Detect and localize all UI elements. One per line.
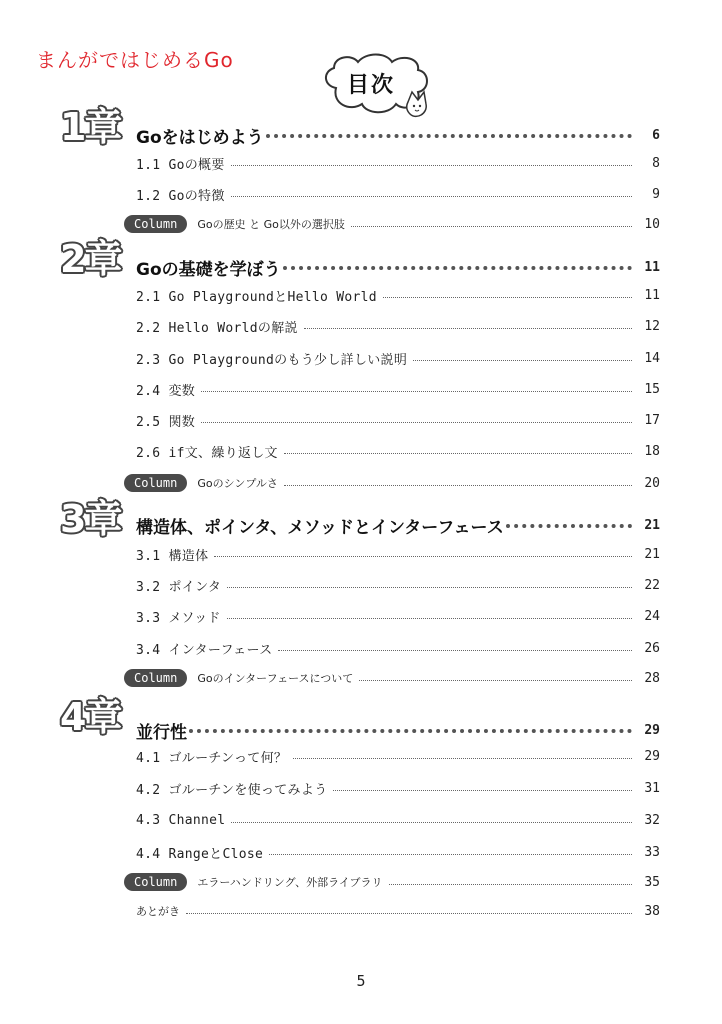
page-ref: 14 xyxy=(644,350,660,366)
column-4-entry[interactable] xyxy=(124,871,660,893)
leader-dots xyxy=(413,359,632,361)
leader-dots xyxy=(359,679,632,681)
section-title: 2.6 if文、繰り返し文 xyxy=(136,445,278,461)
chapter-title: 構造体、ポインタ、メソッドとインターフェース xyxy=(136,517,504,538)
page-ref: 9 xyxy=(652,186,660,202)
page-ref: 22 xyxy=(644,577,660,593)
chapter-4-entry[interactable] xyxy=(136,719,660,741)
column-tag: Column xyxy=(124,474,187,492)
column-2-entry[interactable] xyxy=(124,472,660,494)
chapter-1-entry[interactable] xyxy=(136,124,660,146)
section-3-2-entry[interactable] xyxy=(136,574,660,596)
section-2-5-entry[interactable] xyxy=(136,409,660,431)
page-ref: 21 xyxy=(644,517,660,533)
section-2-2-entry[interactable] xyxy=(136,315,660,337)
leader-dots xyxy=(278,649,632,651)
page-ref: 29 xyxy=(644,748,660,764)
section-title: 2.1 Go PlaygroundとHello World xyxy=(136,289,377,305)
chapter-mark-2: 2章 xyxy=(60,237,121,281)
page-ref: 15 xyxy=(644,381,660,397)
section-title: 3.1 構造体 xyxy=(136,548,209,564)
leader-dots xyxy=(189,728,632,733)
leader-dots xyxy=(389,883,633,885)
leader-dots xyxy=(227,617,632,619)
leader-dots xyxy=(214,555,632,557)
page-ref: 26 xyxy=(644,640,660,656)
page-ref: 12 xyxy=(644,318,660,334)
column-1-entry[interactable] xyxy=(124,213,660,235)
page-number: 5 xyxy=(356,972,366,990)
section-title: 1.1 Goの概要 xyxy=(136,157,225,173)
page-ref: 31 xyxy=(644,780,660,796)
leader-dots xyxy=(231,195,632,197)
chapter-mark-1: 1章 xyxy=(60,105,121,149)
column-title: Goのインターフェースについて xyxy=(197,672,354,685)
leader-dots xyxy=(266,133,632,138)
section-1-1-entry[interactable] xyxy=(136,152,660,174)
section-4-2-entry[interactable] xyxy=(136,777,660,799)
section-3-1-entry[interactable] xyxy=(136,543,660,565)
section-title: 4.3 Channel xyxy=(136,812,226,828)
chapter-2-entry[interactable] xyxy=(136,256,660,278)
column-3-entry[interactable] xyxy=(124,667,660,689)
section-title: 4.1 ゴルーチンって何？ xyxy=(136,750,288,766)
section-2-4-entry[interactable] xyxy=(136,378,660,400)
section-title: 2.2 Hello Worldの解説 xyxy=(136,320,298,336)
section-title: 4.4 RangeとClose xyxy=(136,846,264,862)
page-ref: 11 xyxy=(644,259,660,275)
afterword-entry[interactable] xyxy=(136,900,660,922)
toc-badge-label: 目次 xyxy=(346,73,395,98)
chapter-mark-4: 4章 xyxy=(60,695,121,739)
leader-dots xyxy=(186,912,632,914)
section-4-4-entry[interactable] xyxy=(136,841,660,863)
section-4-3-entry[interactable] xyxy=(136,809,660,831)
leader-dots xyxy=(304,327,632,329)
page-ref: 29 xyxy=(644,722,660,738)
section-title: 3.2 ポインタ xyxy=(136,579,222,595)
chapter-title: 並行性 xyxy=(136,722,187,743)
chapter-mark-3: 3章 xyxy=(60,497,121,541)
chapter-3-entry[interactable] xyxy=(136,514,660,536)
section-title: 2.5 関数 xyxy=(136,414,196,430)
page-ref: 28 xyxy=(644,670,660,686)
book-title: まんがではじめるGo xyxy=(36,48,234,72)
section-title: 3.3 メソッド xyxy=(136,610,221,626)
section-2-1-entry[interactable] xyxy=(136,284,660,306)
leader-dots xyxy=(351,225,632,227)
page-ref: 21 xyxy=(644,546,660,562)
leader-dots xyxy=(227,586,632,588)
section-title: 2.4 変数 xyxy=(136,383,196,399)
leader-dots xyxy=(284,452,632,454)
leader-dots xyxy=(231,164,632,166)
page-ref: 32 xyxy=(644,812,660,828)
column-title: Goのシンプルさ xyxy=(197,477,278,490)
leader-dots xyxy=(284,484,632,486)
column-tag: Column xyxy=(124,669,187,687)
page-ref: 24 xyxy=(644,608,660,624)
page-ref: 6 xyxy=(652,127,660,143)
leader-dots xyxy=(201,390,632,392)
column-title: Goの歴史 と Go以外の選択肢 xyxy=(197,218,345,231)
section-2-3-entry[interactable] xyxy=(136,347,660,369)
leader-dots xyxy=(283,265,632,270)
section-title: 1.2 Goの特徴 xyxy=(136,188,225,204)
section-title: 4.2 ゴルーチンを使ってみよう xyxy=(136,782,328,798)
section-4-1-entry[interactable] xyxy=(136,745,660,767)
column-title: エラーハンドリング、外部ライブラリ xyxy=(197,876,383,889)
chapter-title: Goの基礎を学ぼう xyxy=(136,259,281,280)
column-tag: Column xyxy=(124,873,187,891)
section-3-3-entry[interactable] xyxy=(136,605,660,627)
leader-dots xyxy=(231,821,632,823)
leader-dots xyxy=(333,789,632,791)
leader-dots xyxy=(293,757,632,759)
section-2-6-entry[interactable] xyxy=(136,440,660,462)
page-ref: 33 xyxy=(644,844,660,860)
leader-dots xyxy=(269,853,632,855)
page-ref: 35 xyxy=(644,874,660,890)
section-1-2-entry[interactable] xyxy=(136,183,660,205)
page-ref: 8 xyxy=(652,155,660,171)
page-ref: 18 xyxy=(644,443,660,459)
afterword-title: あとがき xyxy=(136,905,180,918)
section-title: 3.4 インターフェース xyxy=(136,642,273,658)
page-ref: 17 xyxy=(644,412,660,428)
page-ref: 11 xyxy=(644,287,660,303)
column-tag: Column xyxy=(124,215,187,233)
section-title: 2.3 Go Playgroundのもう少し詳しい説明 xyxy=(136,352,408,368)
page-ref: 38 xyxy=(644,903,660,919)
page-ref: 20 xyxy=(644,475,660,491)
leader-dots xyxy=(383,296,632,298)
leader-dots xyxy=(506,523,632,528)
page-ref: 10 xyxy=(644,216,660,232)
leader-dots xyxy=(201,421,632,423)
section-3-4-entry[interactable] xyxy=(136,637,660,659)
chapter-title: Goをはじめよう xyxy=(136,127,264,148)
